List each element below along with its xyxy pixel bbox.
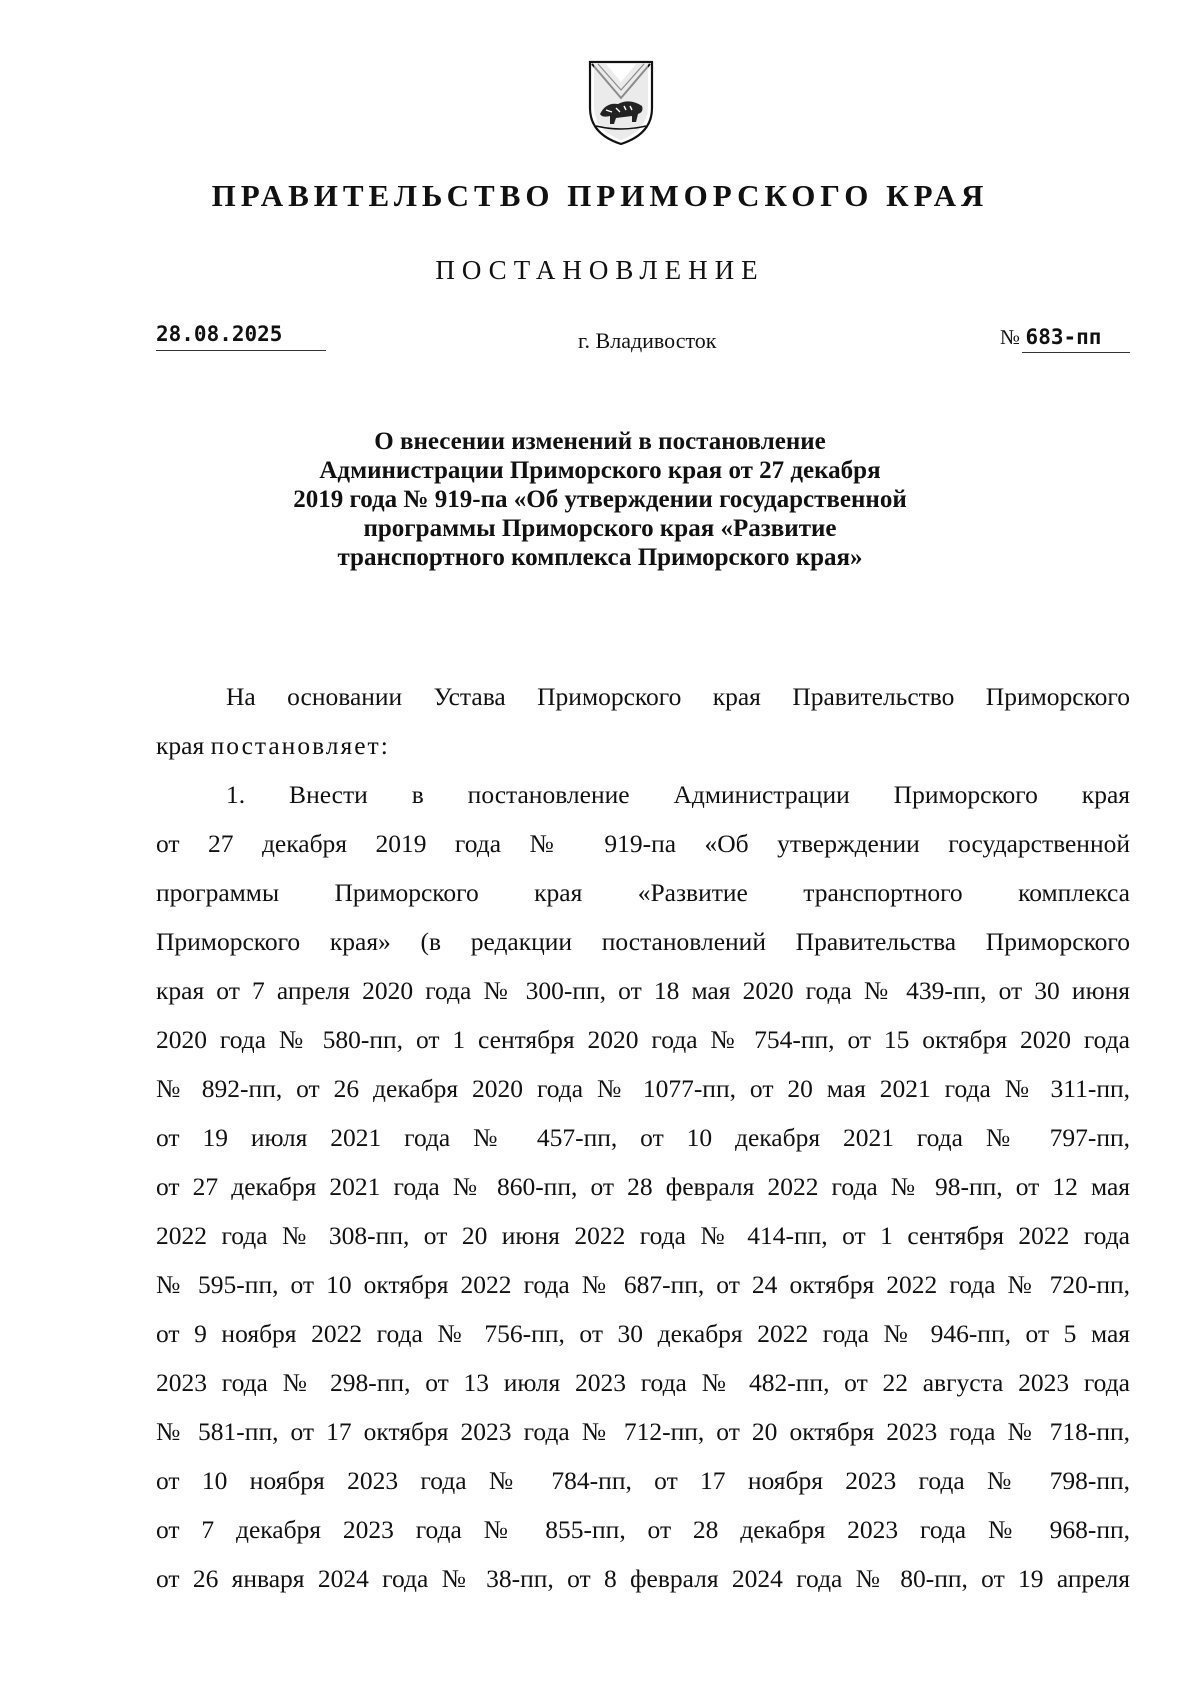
body-line: от 27 декабря 2019 года № 919-па «Об утверждении государственной	[156, 829, 1130, 858]
title-line: 2019 года № 919-па «Об утверждении государственной	[293, 486, 907, 513]
coat-of-arms-emblem	[586, 58, 656, 148]
document-title	[200, 427, 1000, 572]
number-value: 683-пп	[1025, 325, 1102, 349]
title-line: О внесении изменений в постановление	[374, 428, 826, 455]
document-body	[156, 672, 1130, 1603]
body-line: от 9 ноября 2022 года № 756-пп, от 30 декабря 2022 года № 946-пп, от 5 мая	[156, 1319, 1130, 1348]
organization-name: ПРАВИТЕЛЬСТВО ПРИМОРСКОГО КРАЯ	[211, 178, 989, 213]
body-line	[156, 721, 1130, 770]
body-line: 1. Внести в постановление Администрации Приморского края	[226, 780, 1130, 809]
body-line: № 595-пп, от 10 октября 2022 года № 687-пп, от 24 октября 2022 года № 720-пп,	[156, 1270, 1130, 1299]
body-line: от 7 декабря 2023 года № 855-пп, от 28 декабря 2023 года № 968-пп,	[156, 1515, 1130, 1544]
body-line: 2022 года № 308-пп, от 20 июня 2022 года № 414-пп, от 1 сентября 2022 года	[156, 1221, 1130, 1250]
title-line: Администрации Приморского края от 27 декабря	[319, 457, 881, 484]
body-line: края от 7 апреля 2020 года № 300-пп, от 18 мая 2020 года № 439-пп, от 30 июня	[156, 976, 1130, 1005]
body-line: Приморского края» (в редакции постановлений Правительства Приморского	[156, 927, 1130, 956]
body-line: программы Приморского края «Развитие транспортного комплекса	[156, 878, 1130, 907]
document-city: г. Владивосток	[578, 328, 717, 353]
title-line: программы Приморского края «Развитие	[363, 515, 837, 542]
body-line: 2020 года № 580-пп, от 1 сентября 2020 года № 754-пп, от 15 октября 2020 года	[156, 1025, 1130, 1054]
body-line: 2023 года № 298-пп, от 13 июля 2023 года № 482-пп, от 22 августа 2023 года	[156, 1368, 1130, 1397]
date-underline	[156, 350, 326, 351]
document-type: ПОСТАНОВЛЕНИЕ	[435, 255, 765, 285]
number-sign: №	[1000, 325, 1021, 349]
body-line: от 10 ноября 2023 года № 784-пп, от 17 ноября 2023 года № 798-пп,	[156, 1466, 1130, 1495]
body-text: края	[156, 731, 211, 760]
body-line: от 27 декабря 2021 года № 860-пп, от 28 февраля 2022 года № 98-пп, от 12 мая	[156, 1172, 1130, 1201]
title-line: транспортного комплекса Приморского края»	[337, 544, 863, 571]
body-line: № 581-пп, от 17 октября 2023 года № 712-пп, от 20 октября 2023 года № 718-пп,	[156, 1417, 1130, 1446]
body-line: от 19 июля 2021 года № 457-пп, от 10 декабря 2021 года № 797-пп,	[156, 1123, 1130, 1152]
body-line: № 892-пп, от 26 декабря 2020 года № 1077-пп, от 20 мая 2021 года № 311-пп,	[156, 1074, 1130, 1103]
body-line: На основании Устава Приморского края Правительство Приморского	[226, 682, 1130, 711]
document-date: 28.08.2025	[156, 322, 283, 346]
body-text-spaced: постановляет:	[210, 731, 390, 760]
body-line: от 26 января 2024 года № 38-пп, от 8 февраля 2024 года № 80-пп, от 19 апреля	[156, 1564, 1130, 1593]
document-number	[1000, 324, 1101, 350]
number-underline	[1022, 352, 1130, 353]
